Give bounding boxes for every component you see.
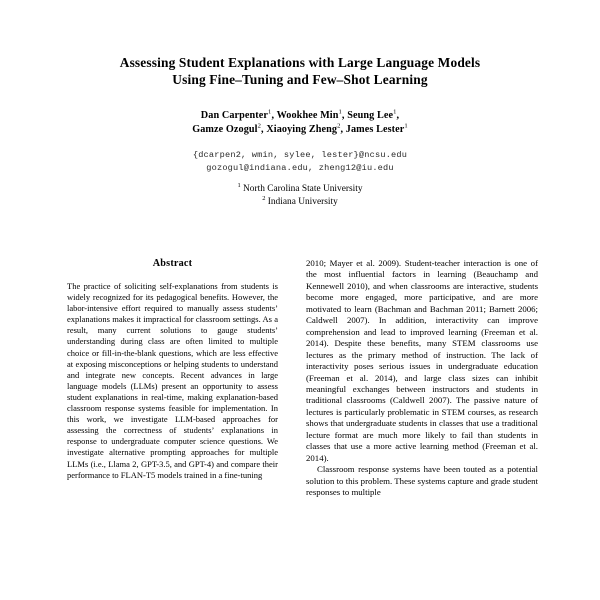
intro-paragraph-continued: 2010; Mayer et al. 2009). Student-teacher interaction is one of the most influential factors in learning (Beauchamp and Kennewell 2010), and when classrooms are interactive, students become more engaged, more participative, and are more motivated to learn (Bachman and Bachman 2011; Barnett 2006; Caldwell 2007). In addition, interactivity can improve comprehension and lead to improved learning (Freeman et al. 2014). Despite these benefits, many STEM classrooms use lectures as the primary method of instruction. The lack of interactivity poses serious issues in undergraduate education (Freeman et al. 2014), and large class sizes can inhibit meaningful exchanges between instructors and students in traditional classrooms (Caldwell 2007). The passive nature of lectures is particularly problematic in STEM courses, as research shows that undergraduate students in classes that use a traditional lecture format are much more likely to fail than students in classes that use a more active learning method (Freeman et al. 2014).: [306, 258, 538, 463]
affiliation-marker: 2: [262, 194, 266, 202]
column-left: [67, 258, 278, 481]
email-block: [0, 149, 600, 175]
author-name: Xiaoying Zheng: [266, 124, 338, 135]
title-line-2: Using Fine–Tuning and Few–Shot Learning: [172, 72, 428, 87]
intro-paragraph-next: Classroom response systems have been touted as a potential solution to this problem. These systems capture and grade student responses to multiple: [306, 464, 538, 498]
affiliation-marker: 1: [338, 108, 342, 116]
abstract-heading: Abstract: [152, 258, 193, 269]
author-line-1: Dan Carpenter$^1$, Wookhee Min$^1$, Seung Lee$^1$,: [200, 108, 400, 121]
email-line-indiana: gozogul@indiana.edu, zheng12@iu.edu: [206, 163, 394, 173]
affiliation-marker: 2: [257, 122, 262, 130]
abstract-text: The practice of soliciting self-explanations from students is widely recognized for its pedagogical benefits. However, the labor-intensive effort required to manually assess students’ explanations makes it impractical for classroom settings. As a result, many current solutions to gauge students’ understanding during class are often limited to multiple choice or fill-in-the-blank questions, which are less effective at exposing misconceptions or helping students to understand and integrate new concepts. Recent advances in large language models (LLMs) present an opportunity to assess student explanations in real-time, making explanation-based classroom response systems feasible for implementation. In this work, we investigate LLM-based approaches for assessing the correctness of students’ explanations in response to undergraduate computer science questions. We investigate alternative prompting approaches for multiple LLMs (i.e., Llama 2, GPT-3.5, and GPT-4) and compare their performance to FLAN-T5 models trained in a fine-tuning: [67, 281, 278, 480]
affiliation-block: [0, 183, 600, 208]
affiliation-marker: 1: [404, 122, 408, 130]
affiliation-marker: 2: [337, 122, 341, 130]
two-column-body: [0, 258, 600, 600]
author-name: Wookhee Min: [276, 110, 339, 121]
page-title: [65, 54, 535, 88]
email-line-ncsu: {dcarpen2, wmin, sylee, lester}@ncsu.edu: [192, 150, 408, 160]
author-name: James Lester: [345, 124, 405, 135]
author-name: Dan Carpenter: [200, 110, 269, 121]
author-name: Seung Lee: [347, 110, 394, 121]
affiliation-marker: 1: [393, 108, 397, 116]
affiliation-marker: 1: [268, 108, 272, 116]
author-name: Gamze Ozogul: [192, 124, 258, 135]
affiliation-marker: 1: [237, 181, 241, 189]
affiliation-name: Indiana University: [267, 196, 338, 207]
affiliation-name: North Carolina State University: [243, 184, 363, 194]
author-line-2: Gamze Ozogul$^2$, Xiaoying Zheng$^2$, James Lester$^1$: [192, 122, 408, 135]
title-block: [0, 0, 600, 88]
author-list: [0, 109, 600, 137]
title-line-1: Assessing Student Explanations with Large Language Models: [119, 55, 481, 70]
affiliation-2: [0, 196, 600, 209]
affiliation-1: [0, 183, 600, 196]
column-right: [306, 258, 538, 499]
